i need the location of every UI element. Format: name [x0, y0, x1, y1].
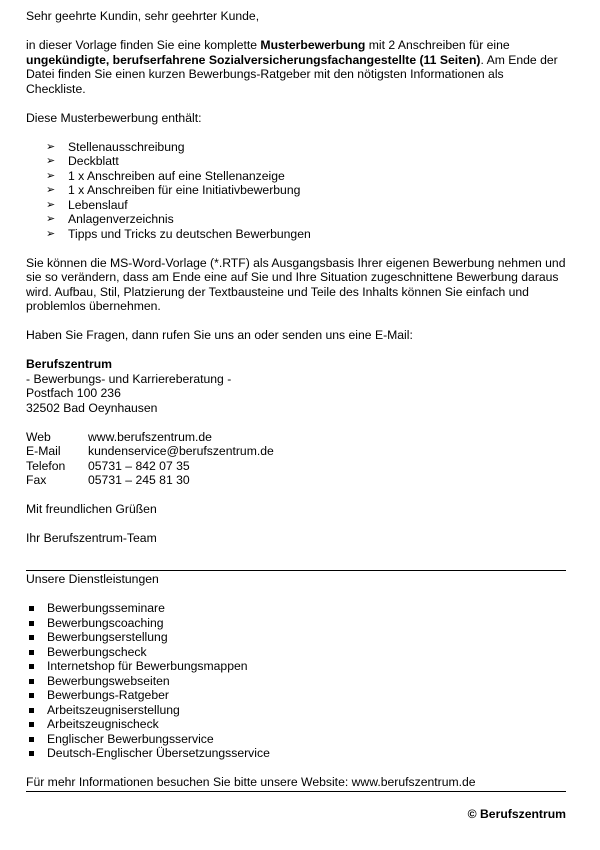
list-item-label: Englischer Bewerbungsservice [47, 731, 214, 746]
list-item [26, 645, 566, 660]
list-item-label: Internetshop für Bewerbungsmappen [47, 659, 248, 673]
closing: Mit freundlichen Grüßen [26, 502, 157, 516]
arrow-bullet-icon: ➢ [46, 184, 56, 196]
list-item [26, 154, 566, 169]
list-item [26, 659, 566, 674]
list-item [26, 227, 566, 242]
arrow-bullet-icon: ➢ [46, 169, 56, 182]
contact-label: E-Mail [26, 444, 61, 458]
list-item-label: Bewerbungscoaching [47, 615, 164, 630]
list-item [26, 601, 566, 616]
arrow-bullet-icon: ➢ [46, 140, 56, 153]
usage-paragraph: Sie können die MS-Word-Vorlage (*.RTF) als Ausgangsbasis Ihrer eigenen Bewerbung nehmen und sie so verändern, dass am Ende eine auf Sie und Ihre Situation zugeschnittene Bewerbung daraus wird. Aufbau, Stil, Platzierung der Textbausteine und Teile des Inhalts können Sie einfach und problemlos übernehmen. [26, 255, 566, 313]
list-item [26, 717, 566, 732]
table-row [26, 473, 274, 488]
list-item-label: Arbeitszeugniserstellung [47, 702, 180, 717]
list-item-label: Deutsch-Englischer Übersetzungsservice [47, 746, 270, 760]
list-item [26, 703, 566, 718]
intro-paragraph [26, 38, 566, 96]
list-item-label: 1 x Anschreiben für eine Initiativbewerbung [68, 183, 301, 197]
contact-label: Telefon [26, 458, 66, 473]
list-item-label: Bewerbungscheck [47, 644, 147, 659]
square-bullet-icon [29, 635, 34, 640]
list-item-label: Bewerbungs-Ratgeber [47, 688, 169, 702]
square-bullet-icon [29, 737, 34, 742]
questions-text: Haben Sie Fragen, dann rufen Sie uns an oder senden uns eine E-Mail: [26, 328, 413, 342]
square-bullet-icon [29, 751, 34, 756]
list-item-label: Deckblatt [68, 154, 119, 168]
list-item-label: Anlagenverzeichnis [68, 212, 174, 226]
list-item [26, 746, 566, 761]
signature: Ihr Berufszentrum-Team [26, 531, 157, 545]
contact-label: Web [26, 429, 51, 444]
address-block [26, 357, 566, 415]
greeting: Sehr geehrte Kundin, sehr geehrter Kunde, [26, 9, 260, 23]
intro-text-2: mit 2 Anschreiben für eine [365, 38, 510, 52]
email-link[interactable]: kundenservice@berufszentrum.de [88, 444, 274, 458]
square-bullet-icon [29, 650, 34, 655]
contact-table [26, 430, 274, 488]
arrow-bullet-icon: ➢ [46, 198, 56, 211]
square-bullet-icon [29, 606, 34, 611]
contents-heading: Diese Musterbewerbung enthält: [26, 110, 202, 125]
list-item [26, 616, 566, 631]
copyright-text: © Berufszentrum [467, 806, 566, 821]
table-row [26, 444, 274, 459]
square-bullet-icon [29, 679, 34, 684]
contents-list [26, 140, 566, 242]
list-item-label: Tipps und Tricks zu deutschen Bewerbungen [68, 226, 311, 241]
list-item-label: 1 x Anschreiben auf eine Stellenanzeige [68, 168, 285, 183]
document-page [26, 9, 566, 821]
contact-label: Fax [26, 473, 47, 487]
square-bullet-icon [29, 722, 34, 727]
services-list [26, 601, 566, 761]
list-item-label: Bewerbungsseminare [47, 601, 165, 615]
list-item [26, 198, 566, 213]
intro-bold-2: ungekündigte, berufserfahrene Sozialversicherungsfachangestellte (11 Seiten) [26, 52, 481, 67]
company-tagline: - Bewerbungs- und Karriereberatung - [26, 371, 232, 386]
list-item [26, 732, 566, 747]
arrow-bullet-icon: ➢ [46, 155, 56, 167]
list-item-label: Bewerbungserstellung [47, 630, 168, 644]
square-bullet-icon [29, 621, 34, 626]
list-item [26, 212, 566, 227]
square-bullet-icon [29, 708, 34, 713]
square-bullet-icon [29, 664, 34, 669]
intro-text-1: in dieser Vorlage finden Sie eine komplette [26, 38, 261, 52]
arrow-bullet-icon: ➢ [46, 213, 56, 225]
website-note: Für mehr Informationen besuchen Sie bitte unsere Website: www.berufszentrum.de [26, 775, 476, 789]
intro-text-3: . Am Ende der Datei finden Sie einen kurzen Bewerbungs-Ratgeber mit den nötigsten Informationen als Checkliste. [26, 52, 558, 96]
phone-number: 05731 – 842 07 35 [88, 458, 190, 473]
postbox: Postfach 100 236 [26, 386, 121, 400]
services-heading: Unsere Dienstleistungen [26, 572, 159, 586]
list-item [26, 688, 566, 703]
list-item-label: Arbeitszeugnischeck [47, 717, 159, 731]
intro-bold-1: Musterbewerbung [260, 38, 366, 52]
fax-number: 05731 – 245 81 30 [88, 473, 190, 487]
arrow-bullet-icon: ➢ [46, 227, 56, 240]
company-name: Berufszentrum [26, 357, 113, 371]
table-row [26, 459, 274, 474]
square-bullet-icon [29, 693, 34, 698]
list-item-label: Stellenausschreibung [68, 139, 185, 154]
table-row [26, 430, 274, 445]
website-link[interactable]: www.berufszentrum.de [88, 429, 212, 444]
list-item [26, 140, 566, 155]
list-item-label: Bewerbungswebseiten [47, 673, 170, 688]
divider [26, 570, 566, 571]
list-item [26, 674, 566, 689]
list-item [26, 169, 566, 184]
list-item-label: Lebenslauf [68, 197, 128, 212]
list-item [26, 630, 566, 645]
city: 32502 Bad Oeynhausen [26, 400, 158, 415]
list-item [26, 183, 566, 198]
